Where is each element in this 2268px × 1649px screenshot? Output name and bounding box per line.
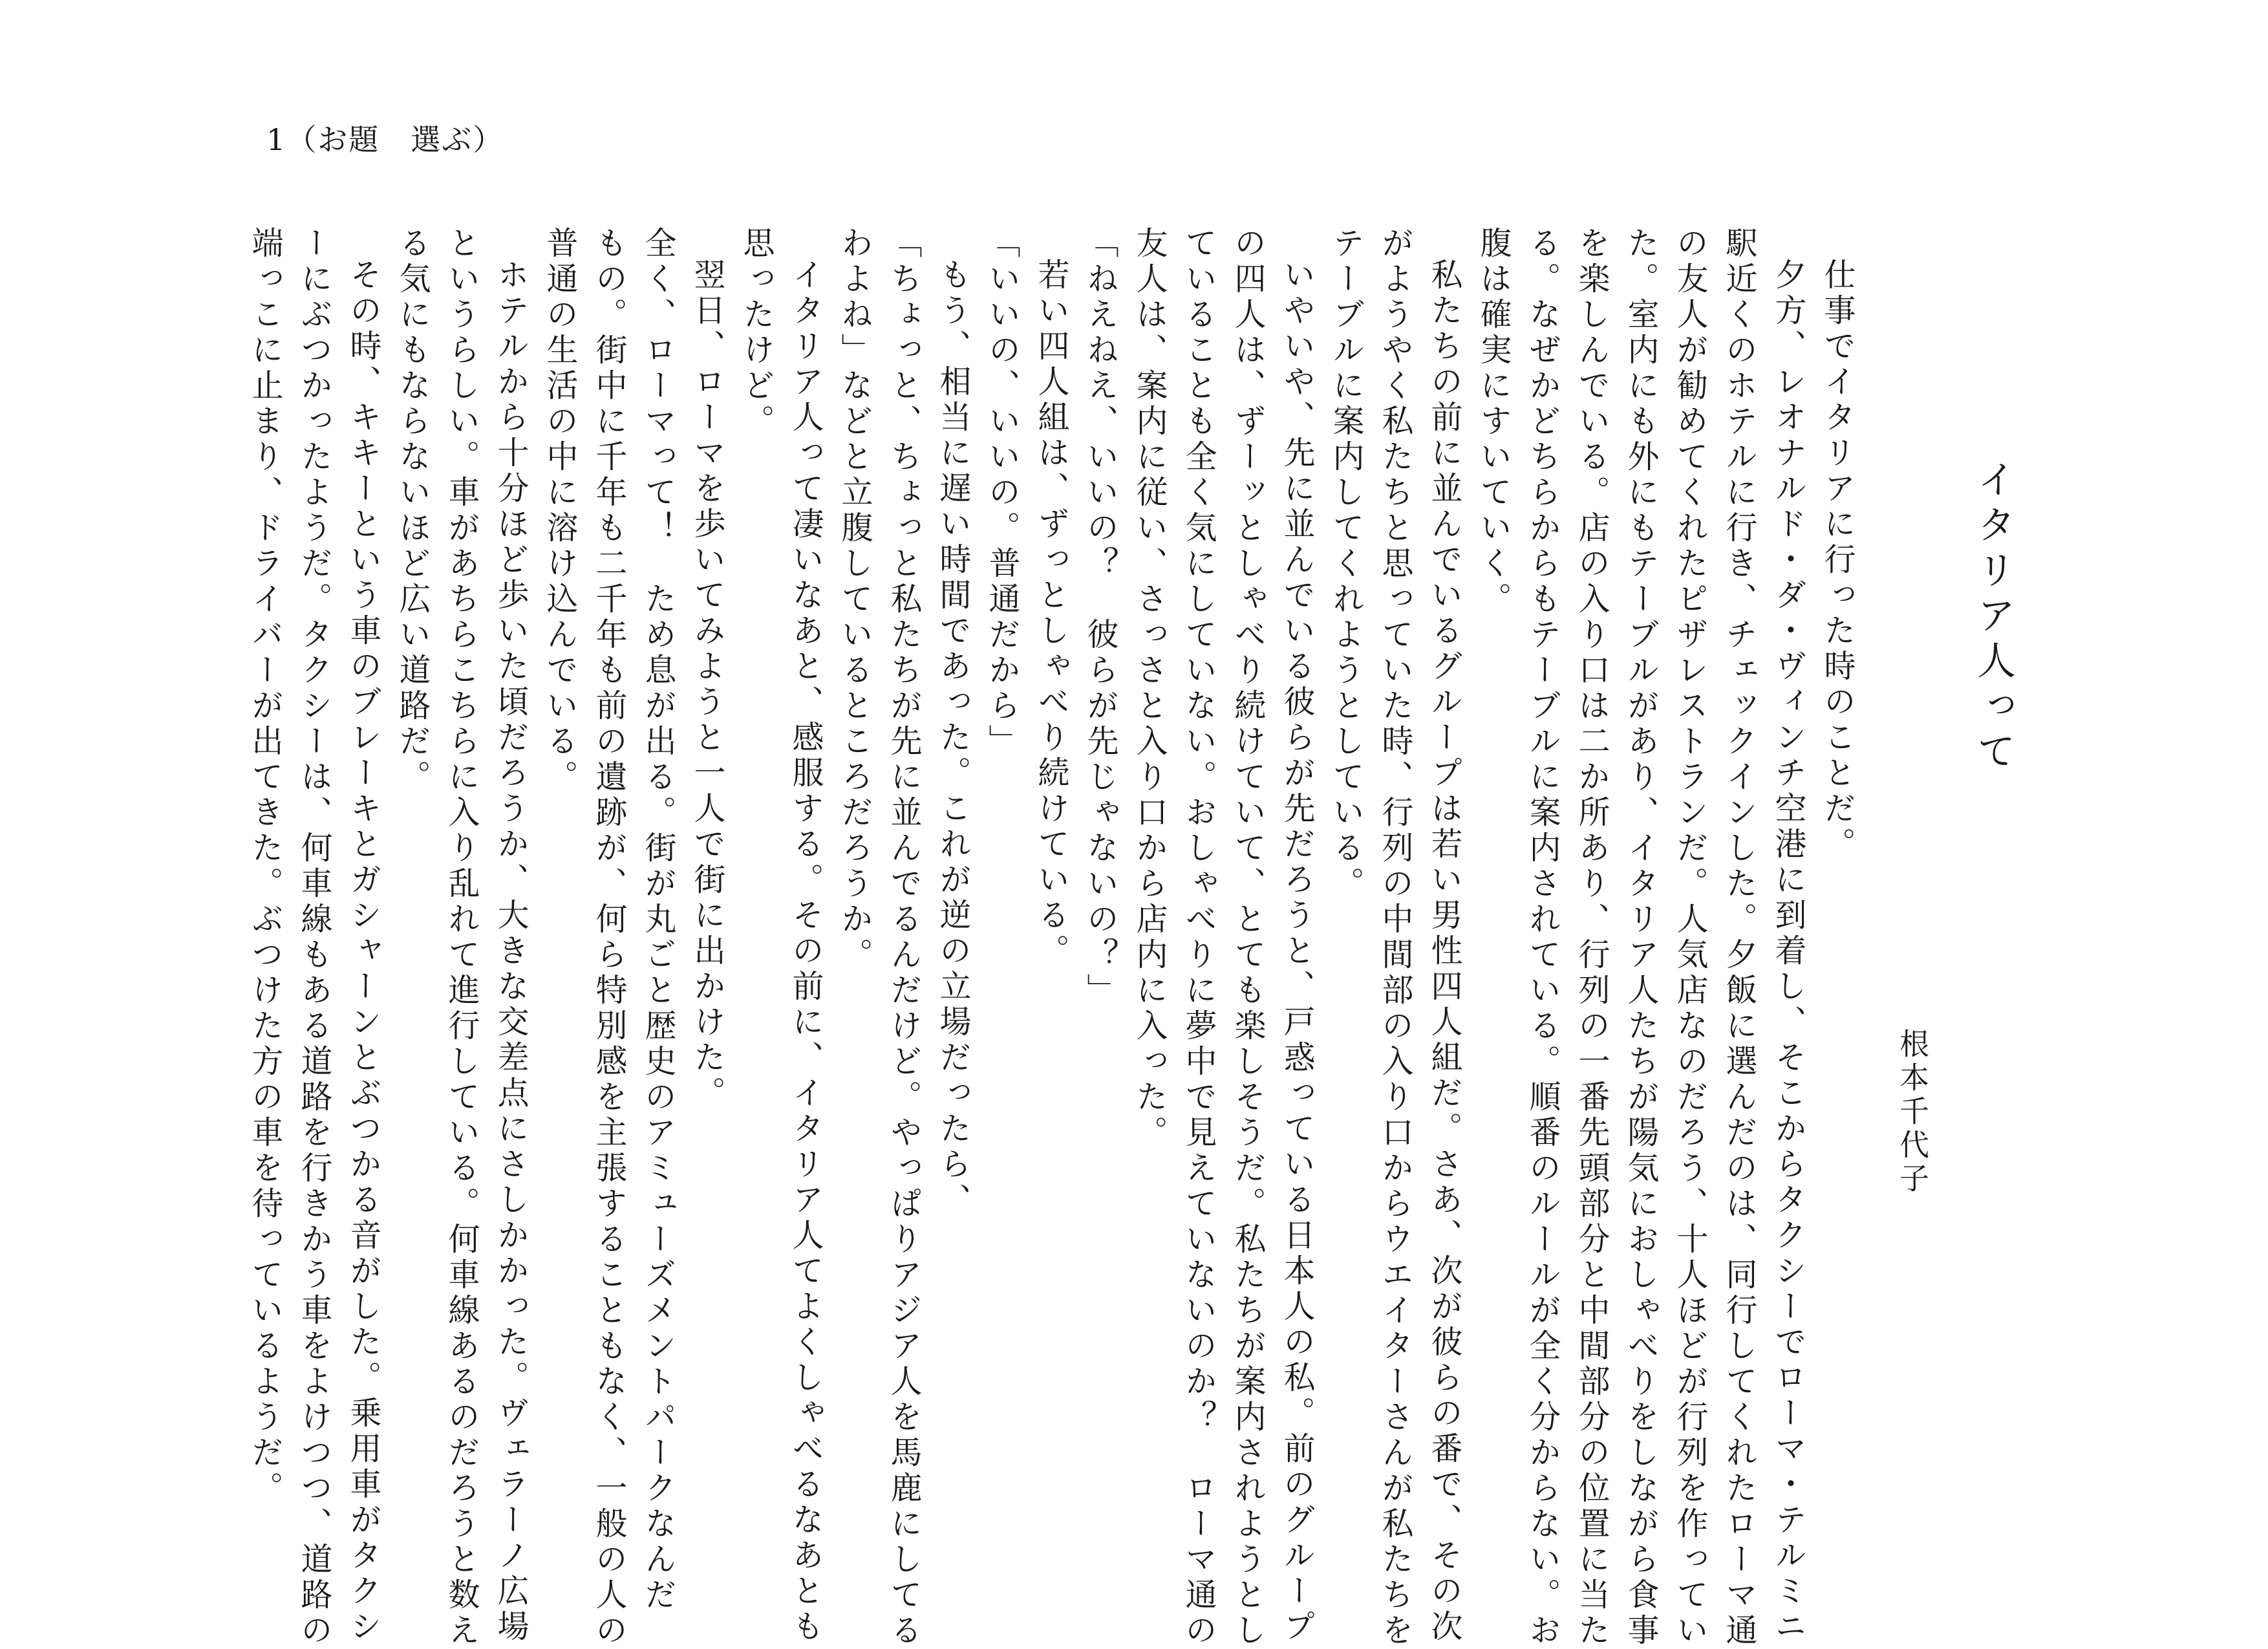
text-line: 駅近くのホテルに行き、チェックインした。夕飯に選んだのは、同行してくれたローマ通 xyxy=(1721,226,1758,1649)
text-line: を楽しんでいる。店の入り口は二か所あり、行列の一番先頭部分と中間部分の位置に当た xyxy=(1574,226,1610,1649)
text-line: ホテルから十分ほど歩いた頃だろうか、大きな交差点にさしかかった。ヴェラーノ広場 xyxy=(493,258,530,1645)
text-line: る。なぜかどちらからもテーブルに案内されている。順番のルールが全く分からない。お xyxy=(1524,226,1561,1649)
text-line: 仕事でイタリアに行った時のことだ。 xyxy=(1819,258,1856,863)
text-line: 端っこに止まり、ドライバーが出てきた。ぶつけた方の車を待っているようだ。 xyxy=(247,226,284,1507)
text-line: ていることも全く気にしていない。おしゃべりに夢中で見えていないのか？ ローマ通の xyxy=(1181,226,1217,1649)
text-line: 私たちの前に並んでいるグループは若い男性四人組だ。さあ、次が彼らの番で、その次 xyxy=(1426,258,1463,1645)
text-line: 「ねえねえ、いいの？ 彼らが先じゃないの？」 xyxy=(1082,226,1119,1009)
text-line: もう、相当に遅い時間であった。これが逆の立場だったら、 xyxy=(935,258,972,1218)
text-line: その時、キキーという車のブレーキとガシャーンとぶつかる音がした。乗用車がタクシ xyxy=(345,258,382,1645)
text-line: ーにぶつかったようだ。タクシーは、何車線もある道路を行きかう車をよけつつ、道路の xyxy=(296,226,333,1649)
text-line: がようやく私たちと思っていた時、行列の中間部の入り口からウエイターさんが私たちを xyxy=(1377,226,1414,1649)
text-line: いやいや、先に並んでいる彼らが先だろうと、戸惑っている日本人の私。前のグループ xyxy=(1279,258,1316,1645)
text-line: 若い四人組は、ずっとしゃべり続けている。 xyxy=(1033,258,1070,969)
text-line: る気にもならないほど広い道路だ。 xyxy=(394,226,431,795)
text-line: の四人は、ずーッとしゃべり続けていて、とても楽しそうだ。私たちが案内されようとし xyxy=(1230,226,1267,1649)
section-header: 1（お題 選ぶ） xyxy=(266,122,504,157)
text-line: 「いいの、いいの。普通だから」 xyxy=(984,226,1021,760)
story-body xyxy=(247,226,1862,1649)
text-line: イタリア人って凄いなあと、感服する。その前に、イタリア人てよくしゃべるなあとも xyxy=(787,258,824,1645)
text-line: 翌日、ローマを歩いてみようと一人で街に出かけた。 xyxy=(689,258,726,1112)
text-line: た。室内にも外にもテーブルがあり、イタリア人たちが陽気におしゃべりをしながら食事 xyxy=(1623,226,1660,1649)
text-line: 全く、ローマって！ ため息が出る。街が丸ごと歴史のアミューズメントパークなんだ xyxy=(640,226,677,1613)
text-line: というらしい。車があちらこちらに入り乱れて進行している。何車線あるのだろうと数え xyxy=(444,226,480,1649)
text-line: テーブルに案内してくれようとしている。 xyxy=(1328,226,1365,902)
text-line: 友人は、案内に従い、さっさと入り口から店内に入った。 xyxy=(1131,226,1168,1151)
text-line: 腹は確実にすいていく。 xyxy=(1475,226,1512,618)
story-title: イタリア人って xyxy=(1971,459,2016,776)
text-line: 夕方、レオナルド・ダ・ヴィンチ空港に到着し、そこからタクシーでローマ・テルミニ xyxy=(1770,258,1807,1645)
text-line: もの。街中に千年も二千年も前の遺跡が、何ら特別感を主張することもなく、一般の人の xyxy=(591,226,628,1649)
text-line: 普通の生活の中に溶け込んでいる。 xyxy=(542,226,579,795)
text-line: わよね」などと立腹しているところだろうか。 xyxy=(837,226,873,973)
text-line: 「ちょっと、ちょっと私たちが先に並んでるんだけど。やっぱりアジア人を馬鹿にしてる xyxy=(886,226,923,1649)
author-name: 根本千代子 xyxy=(1895,1028,1930,1196)
text-line: 思ったけど。 xyxy=(738,226,775,440)
text-line: の友人が勧めてくれたピザレストランだ。人気店なのだろう、十人ほどが行列を作ってい xyxy=(1672,226,1709,1649)
